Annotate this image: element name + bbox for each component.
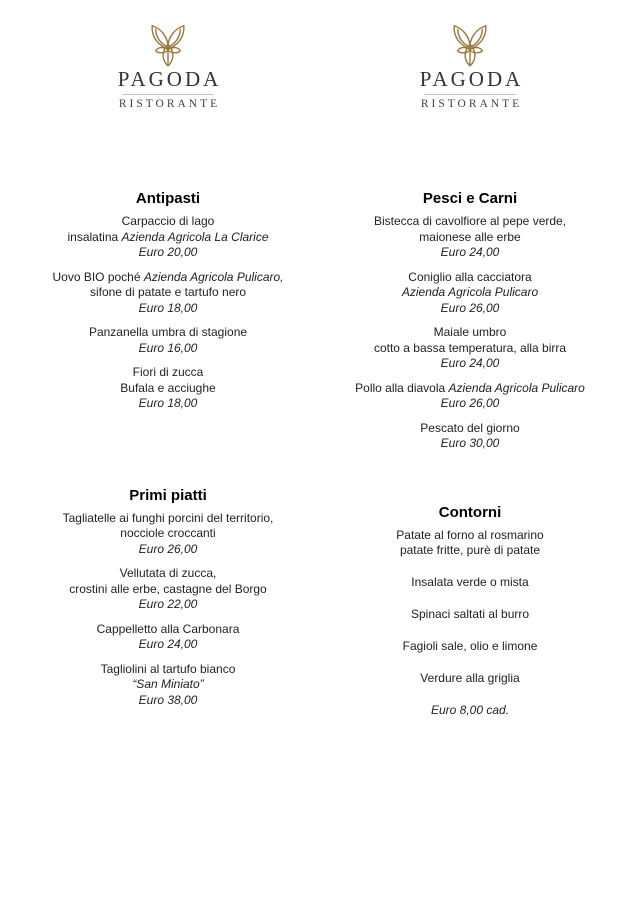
logo-tagline-text: RISTORANTE (420, 98, 523, 110)
menu-text-italic: Euro 20,00 (138, 245, 198, 260)
menu-line (319, 341, 621, 357)
menu-line (319, 575, 621, 591)
menu-text: Pollo alla diavola (355, 380, 449, 395)
menu-text-italic: Euro 30,00 (440, 436, 500, 451)
menu-line (319, 285, 621, 301)
menu-section-contorni (319, 504, 621, 719)
menu-line (17, 542, 319, 558)
menu-text: Coniglio alla cacciatora (408, 269, 532, 284)
menu-text: Bistecca di cavolfiore al pepe verde, (373, 214, 567, 229)
menu-line (319, 671, 621, 687)
menu-line (17, 285, 319, 301)
logo-brand-text: PAGODA (419, 67, 524, 91)
menu-item (17, 270, 319, 317)
menu-line (17, 637, 319, 653)
menu-line (319, 396, 621, 412)
menu-text: Bufala e acciughe (120, 380, 216, 395)
menu-line (17, 511, 319, 527)
section-heading: Pesci e Carni (422, 190, 518, 208)
menu-line (17, 245, 319, 261)
menu-line (319, 356, 621, 372)
menu-sections-right (319, 190, 621, 719)
menu-item (319, 575, 621, 591)
menu-text: Verdure alla griglia (420, 671, 520, 686)
menu-line (319, 607, 621, 623)
menu-text-italic: Euro 18,00 (138, 396, 198, 411)
menu-text: Panzanella umbra di stagione (88, 325, 248, 340)
menu-line (319, 703, 621, 719)
menu-item (319, 421, 621, 452)
menu-item (319, 607, 621, 623)
menu-line (319, 301, 621, 317)
menu-line (319, 421, 621, 437)
menu-text: Cappelletto alla Carbonara (96, 621, 240, 636)
menu-line (17, 365, 319, 381)
menu-line (319, 543, 621, 559)
menu-item (17, 214, 319, 261)
section-heading: Primi piatti (129, 486, 207, 504)
menu-item (319, 214, 621, 261)
menu-text-italic: Euro 8,00 cad. (430, 703, 510, 718)
menu-sections-left (17, 190, 319, 708)
menu-line (319, 245, 621, 261)
menu-line (17, 230, 319, 246)
menu-text: Tagliolini al tartufo bianco (100, 661, 236, 676)
menu-line (17, 301, 319, 317)
menu-line (17, 662, 319, 678)
menu-item (319, 639, 621, 655)
menu-item (17, 511, 319, 558)
menu-text-italic: Euro 24,00 (440, 356, 500, 371)
menu-item (17, 325, 319, 356)
menu-line (17, 270, 319, 286)
menu-text: cotto a bassa temperatura, alla birra (373, 340, 567, 355)
menu-line (17, 693, 319, 709)
menu-text-italic: Euro 24,00 (440, 245, 500, 260)
restaurant-logo (17, 24, 319, 111)
logo-brand-text: PAGODA (117, 67, 222, 91)
menu-text-italic: Euro 24,00 (138, 637, 198, 652)
menu-text: Tagliatelle ai funghi porcini del territorio, (62, 510, 274, 525)
menu-column-left (17, 24, 319, 719)
menu-text-italic: Azienda Agricola Pulicaro, (143, 269, 284, 284)
restaurant-logo (319, 24, 621, 111)
menu-text-italic: Euro 38,00 (138, 692, 198, 707)
menu-line (17, 622, 319, 638)
menu-item (319, 381, 621, 412)
menu-text: Fiori di zucca (132, 365, 204, 380)
menu-text-italic: “San Miniato” (132, 677, 204, 692)
menu-text: Insalata verde o mista (411, 575, 529, 590)
menu-text: Maiale umbro (433, 325, 507, 340)
menu-text: nocciole croccanti (120, 526, 216, 541)
menu-text-italic: Azienda Agricola La Clarice (121, 229, 269, 244)
menu-text-italic: Euro 26,00 (440, 396, 500, 411)
menu-text: Patate al forno al rosmarino (396, 527, 544, 542)
menu-text: insalatina (67, 229, 122, 244)
menu-line (319, 325, 621, 341)
section-heading: Contorni (438, 503, 502, 521)
logo-tagline-text: RISTORANTE (118, 98, 221, 110)
menu-text: sifone di patate e tartufo nero (89, 285, 247, 300)
menu-item (319, 528, 621, 559)
menu-column-right (319, 24, 621, 719)
menu-item (319, 671, 621, 687)
section-heading: Antipasti (135, 190, 201, 208)
menu-line (319, 270, 621, 286)
menu-text: Pescato del giorno (420, 420, 520, 435)
menu-item (17, 662, 319, 709)
menu-line (17, 566, 319, 582)
menu-text: Spinaci saltati al burro (410, 607, 530, 622)
logo-divider (424, 94, 516, 95)
menu-line (319, 436, 621, 452)
menu-line (319, 528, 621, 544)
menu-line (17, 582, 319, 598)
menu-item (17, 566, 319, 613)
menu-line (17, 325, 319, 341)
menu-text-italic: Azienda Agricola Pulicaro (401, 285, 539, 300)
menu-line (17, 214, 319, 230)
menu-text-italic: Euro 26,00 (138, 541, 198, 556)
menu-item (17, 622, 319, 653)
menu-text: maionese alle erbe (419, 229, 521, 244)
menu-line (17, 597, 319, 613)
menu-text: crostini alle erbe, castagne del Borgo (69, 581, 267, 596)
menu-line (17, 381, 319, 397)
menu-line (319, 639, 621, 655)
menu-item (17, 365, 319, 412)
menu-text-italic: Euro 22,00 (138, 597, 198, 612)
menu-line (319, 381, 621, 397)
menu-line (319, 230, 621, 246)
menu-section-primi-piatti (17, 487, 319, 709)
menu-text: Uovo BIO poché (52, 269, 144, 284)
menu-section-antipasti (17, 190, 319, 412)
menu-line (319, 214, 621, 230)
menu-text: Fagioli sale, olio e limone (402, 639, 538, 654)
menu-line (17, 526, 319, 542)
menu-line (17, 677, 319, 693)
menu-section-pesci-e-carni (319, 190, 621, 452)
menu-item (319, 325, 621, 372)
menu-item (319, 703, 621, 719)
menu-line (17, 341, 319, 357)
menu-text: Carpaccio di lago (121, 214, 215, 229)
butterfly-logo-icon (146, 24, 190, 68)
logo-divider (122, 94, 214, 95)
menu-text-italic: Euro 18,00 (138, 300, 198, 315)
menu-text: patate fritte, purè di patate (399, 543, 541, 558)
menu-text-italic: Euro 16,00 (138, 340, 198, 355)
menu-item (319, 270, 621, 317)
menu-text: Vellutata di zucca, (119, 566, 217, 581)
menu-text-italic: Euro 26,00 (440, 300, 500, 315)
butterfly-logo-icon (448, 24, 492, 68)
menu-text-italic: Azienda Agricola Pulicaro (448, 380, 585, 395)
menu-line (17, 396, 319, 412)
